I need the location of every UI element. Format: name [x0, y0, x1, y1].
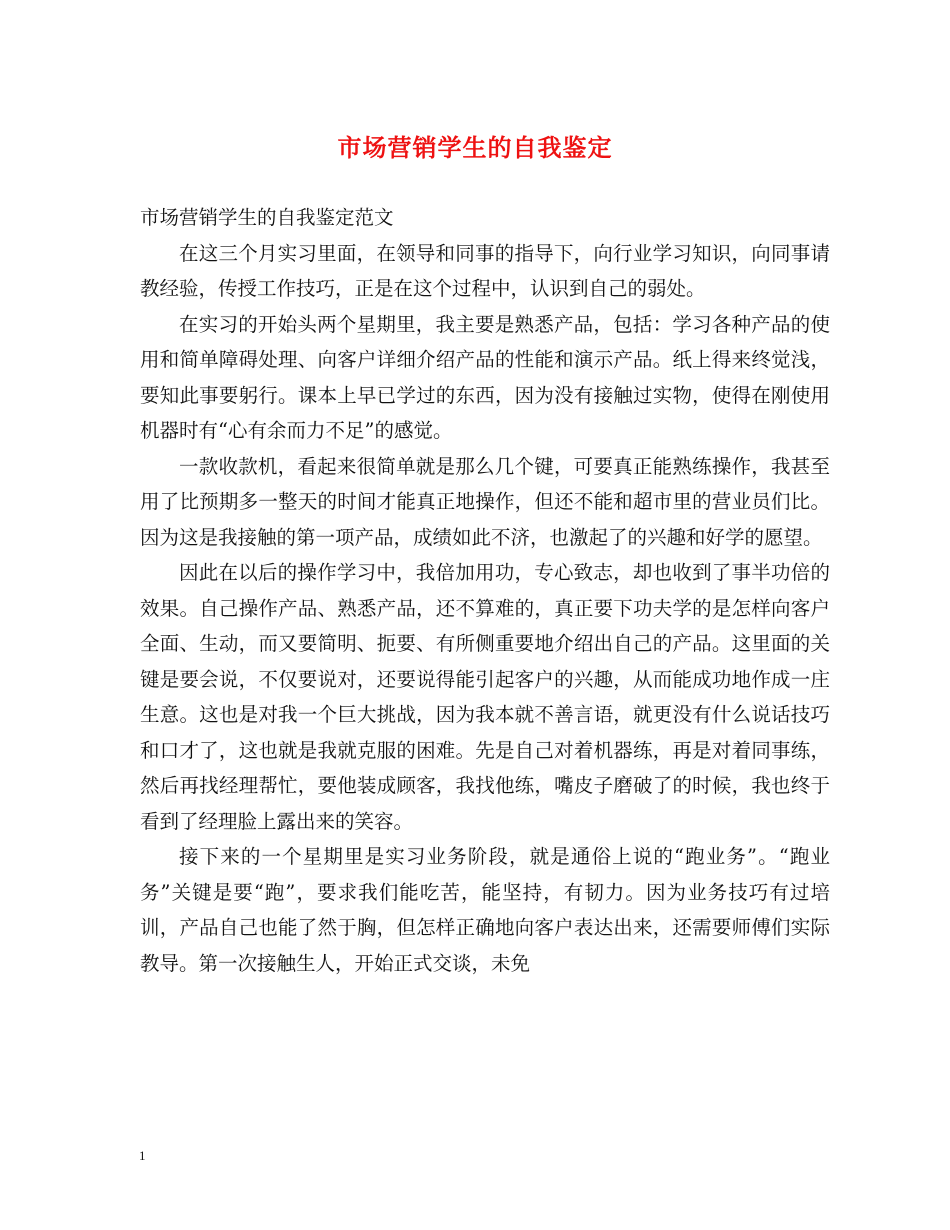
- paragraph-2: 在实习的开始头两个星期里，我主要是熟悉产品，包括：学习各种产品的使用和简单障碍处理、向客户详细介绍产品的性能和演示产品。纸上得来终觉浅，要知此事要躬行。课本上早已学过的东西，因为没有接触过实物，使得在刚使用机器时有“心有余而力不足”的感觉。: [140, 312, 830, 442]
- document-body: [140, 200, 830, 981]
- document-title: 市场营销学生的自我鉴定: [337, 133, 613, 162]
- document-subtitle: 市场营销学生的自我鉴定范文: [140, 206, 394, 229]
- paragraph-1: 在这三个月实习里面，在领导和同事的指导下，向行业学习知识，向同事请教经验，传授工作技巧，正是在这个过程中，认识到自己的弱处。: [140, 241, 830, 300]
- paragraph-3: 一款收款机，看起来很简单就是那么几个键，可要真正能熟练操作，我甚至用了比预期多一整天的时间才能真正地操作，但还不能和超市里的营业员们比。因为这是我接触的第一项产品，成绩如此不济，也激起了的兴趣和好学的愿望。: [140, 454, 830, 549]
- paragraph-5: 接下来的一个星期里是实习业务阶段，就是通俗上说的“跑业务”。“跑业务”关键是要“跑”，要求我们能吃苦，能坚持，有韧力。因为业务技巧有过培训，产品自己也能了然于胸，但怎样正确地向客户表达出来，还需要师傅们实际教导。第一次接触生人，开始正式交谈，未免: [140, 845, 830, 975]
- paragraph-4: 因此在以后的操作学习中，我倍加用功，专心致志，却也收到了事半功倍的效果。自己操作产品、熟悉产品，还不算难的，真正要下功夫学的是怎样向客户全面、生动，而又要简明、扼要、有所侧重要地介绍出自己的产品。这里面的关键是要会说，不仅要说对，还要说得能引起客户的兴趣，从而能成功地作成一庄生意。这也是对我一个巨大挑战，因为我本就不善言语，就更没有什么说话技巧和口才了，这也就是我就克服的困难。先是自己对着机器练，再是对着同事练，然后再找经理帮忙，要他装成顾客，我找他练，嘴皮子磨破了的时候，我也终于看到了经理脸上露出来的笑容。: [140, 561, 830, 833]
- page-number: 1: [139, 1148, 146, 1163]
